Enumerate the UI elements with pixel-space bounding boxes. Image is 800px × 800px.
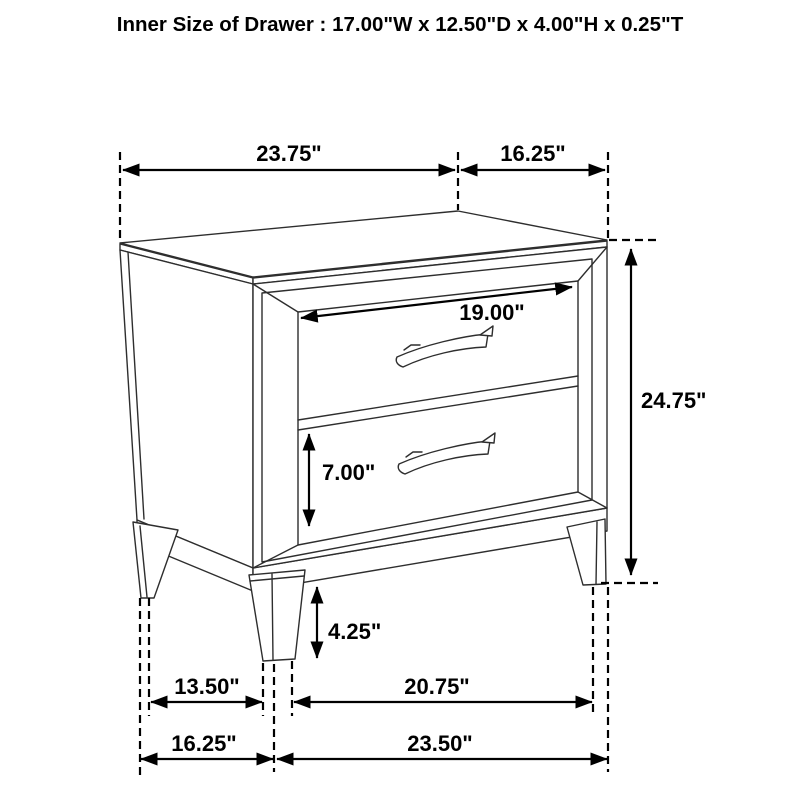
front-right-leg xyxy=(567,519,606,585)
dim-label-drawer-width: 19.00" xyxy=(459,300,525,325)
nightstand-drawing xyxy=(120,211,607,661)
front-left-leg xyxy=(249,570,305,661)
dim-label-overall-height: 24.75" xyxy=(641,388,707,413)
nightstand-left-panel xyxy=(120,250,253,568)
back-left-leg xyxy=(133,522,178,598)
dim-label-top-width: 23.75" xyxy=(256,141,322,166)
dim-label-base-width: 23.50" xyxy=(407,731,473,756)
dim-label-leg-span-front: 20.75" xyxy=(404,674,470,699)
front-left-leg-corner-line xyxy=(272,574,273,660)
dim-label-leg-height: 4.25" xyxy=(328,619,382,644)
dim-label-top-depth: 16.25" xyxy=(500,141,566,166)
page-title: Inner Size of Drawer : 17.00"W x 12.50"D x 4.00"H x 0.25"T xyxy=(116,13,684,36)
dim-label-base-depth: 16.25" xyxy=(171,731,237,756)
dim-label-drawer-height: 7.00" xyxy=(322,460,376,485)
front-right-leg-corner-line xyxy=(596,522,597,584)
dim-label-leg-span-side: 13.50" xyxy=(174,674,240,699)
